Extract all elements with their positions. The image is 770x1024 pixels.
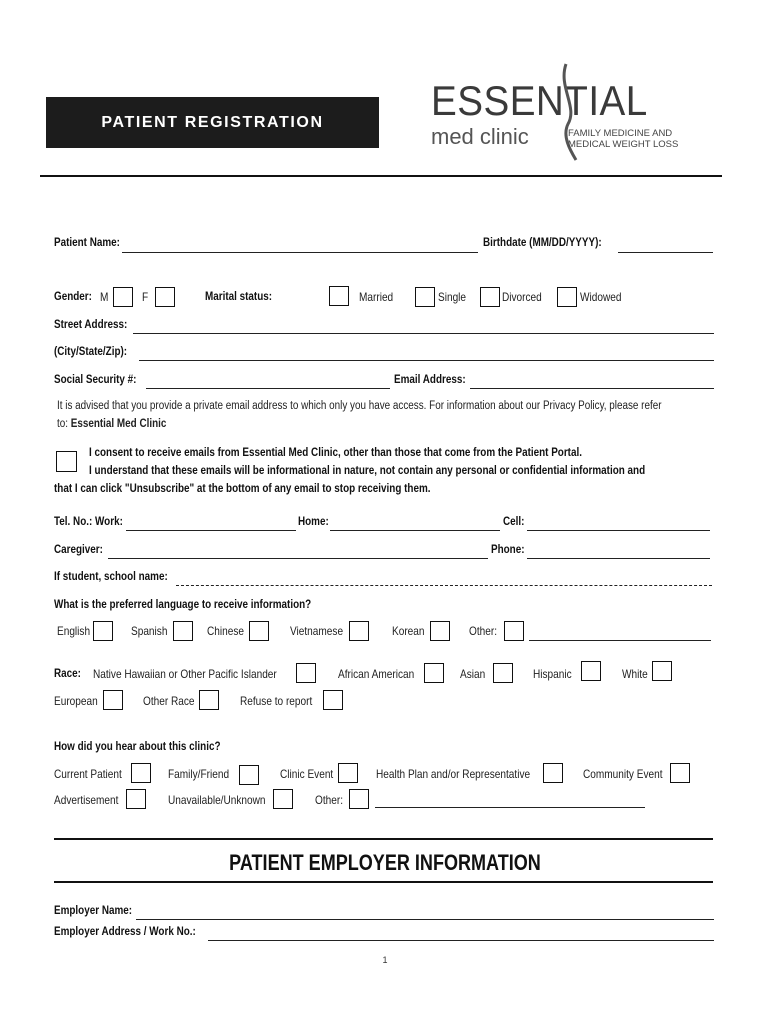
consent-line3: that I can click "Unsubscribe" at the bottom of any email to stop receiving them. <box>54 483 431 495</box>
race-label: Race: <box>54 668 81 680</box>
employer-top-rule <box>54 838 713 840</box>
lang-spanish-label: Spanish <box>131 624 168 638</box>
race-african-american-checkbox[interactable] <box>424 663 444 683</box>
race-white-checkbox[interactable] <box>652 661 672 681</box>
employer-section-title: PATIENT EMPLOYER INFORMATION <box>229 850 541 875</box>
ssn-field[interactable] <box>146 388 390 389</box>
lang-other-checkbox[interactable] <box>504 621 524 641</box>
employer-bottom-rule <box>54 881 713 883</box>
birthdate-field[interactable] <box>618 252 713 253</box>
employer-address-field[interactable] <box>208 940 714 941</box>
page-number: 1 <box>382 955 388 965</box>
race-pacific-checkbox[interactable] <box>296 663 316 683</box>
logo-tagline-1: FAMILY MEDICINE AND <box>568 128 673 139</box>
ref-health-plan-label: Health Plan and/or Representative <box>376 767 531 781</box>
race-european-label: European <box>54 694 98 708</box>
ref-current-patient-label: Current Patient <box>54 767 122 781</box>
caregiver-phone-label: Phone: <box>491 544 525 556</box>
home-phone-label: Home: <box>298 516 329 528</box>
race-asian-label: Asian <box>460 667 486 681</box>
marital-status-label: Marital status: <box>205 291 273 303</box>
ref-advertisement-checkbox[interactable] <box>126 789 146 809</box>
email-label: Email Address: <box>394 374 466 386</box>
race-hispanic-checkbox[interactable] <box>581 661 601 681</box>
lang-chinese-label: Chinese <box>207 624 244 638</box>
race-european-checkbox[interactable] <box>103 690 123 710</box>
birthdate-label: Birthdate (MM/DD/YYYY): <box>483 237 602 249</box>
tel-work-label: Tel. No.: Work: <box>54 516 123 528</box>
employer-name-field[interactable] <box>136 919 714 920</box>
ref-clinic-event-label: Clinic Event <box>280 767 334 781</box>
logo-main-text: ESSENTIAL <box>431 77 648 124</box>
consent-line2: I understand that these emails will be informational in nature, not contain any personal or confidential information and <box>89 465 646 477</box>
race-other-checkbox[interactable] <box>199 690 219 710</box>
lang-vietnamese-checkbox[interactable] <box>349 621 369 641</box>
race-asian-checkbox[interactable] <box>493 663 513 683</box>
email-advisory-clinic-name: Essential Med Clinic <box>70 418 167 430</box>
caregiver-label: Caregiver: <box>54 544 103 556</box>
street-address-label: Street Address: <box>54 319 128 331</box>
race-refuse-label: Refuse to report <box>240 694 313 708</box>
ref-unknown-label: Unavailable/Unknown <box>168 793 266 807</box>
caregiver-phone-field[interactable] <box>527 558 710 559</box>
email-advisory-line1: It is advised that you provide a private email address to which only you have access. For information about our Privacy Policy, please refer <box>57 400 662 412</box>
widowed-label: Widowed <box>580 290 622 304</box>
lang-vietnamese-label: Vietnamese <box>290 624 344 638</box>
referral-question: How did you hear about this clinic? <box>54 741 221 753</box>
language-question: What is the preferred language to receive information? <box>54 599 312 611</box>
race-white-label: White <box>622 667 648 681</box>
email-consent-checkbox[interactable] <box>56 451 77 472</box>
school-name-field[interactable] <box>176 585 712 586</box>
registration-title-bar <box>46 97 379 148</box>
ref-community-event-label: Community Event <box>583 767 663 781</box>
ref-health-plan-checkbox[interactable] <box>543 763 563 783</box>
lang-other-label: Other: <box>469 624 498 638</box>
lang-spanish-checkbox[interactable] <box>173 621 193 641</box>
lang-english-checkbox[interactable] <box>93 621 113 641</box>
ref-clinic-event-checkbox[interactable] <box>338 763 358 783</box>
consent-line1: I consent to receive emails from Essential Med Clinic, other than those that come from the Patient Portal. <box>89 447 582 459</box>
email-field[interactable] <box>470 388 714 389</box>
patient-name-label: Patient Name: <box>54 237 120 249</box>
divorced-checkbox[interactable] <box>480 287 500 307</box>
ref-family-friend-label: Family/Friend <box>168 767 230 781</box>
email-advisory-prefix: to: <box>57 418 71 430</box>
home-phone-field[interactable] <box>330 530 500 531</box>
ref-family-friend-checkbox[interactable] <box>239 765 259 785</box>
race-other-label: Other Race <box>143 694 195 708</box>
ref-community-event-checkbox[interactable] <box>670 763 690 783</box>
gender-f-checkbox[interactable] <box>155 287 175 307</box>
caregiver-field[interactable] <box>108 558 488 559</box>
city-state-zip-field[interactable] <box>139 360 714 361</box>
ref-current-patient-checkbox[interactable] <box>131 763 151 783</box>
patient-name-field[interactable] <box>122 252 478 253</box>
lang-other-field[interactable] <box>529 640 711 641</box>
gender-label: Gender: <box>54 291 92 303</box>
race-refuse-checkbox[interactable] <box>323 690 343 710</box>
lang-english-label: English <box>57 624 91 638</box>
school-name-label: If student, school name: <box>54 571 168 583</box>
race-african-american-label: African American <box>338 667 415 681</box>
ref-unknown-checkbox[interactable] <box>273 789 293 809</box>
ref-other-checkbox[interactable] <box>349 789 369 809</box>
cell-phone-label: Cell: <box>503 516 525 528</box>
married-checkbox[interactable] <box>329 286 349 306</box>
divorced-label: Divorced <box>502 290 542 304</box>
logo-tagline-2: MEDICAL WEIGHT LOSS <box>568 139 679 150</box>
employer-address-label: Employer Address / Work No.: <box>54 926 196 938</box>
gender-m-label: M <box>100 290 109 304</box>
city-state-zip-label: (City/State/Zip): <box>54 346 128 358</box>
ref-advertisement-label: Advertisement <box>54 793 119 807</box>
lang-chinese-checkbox[interactable] <box>249 621 269 641</box>
ref-other-field[interactable] <box>375 807 645 808</box>
form-title: PATIENT REGISTRATION <box>101 113 324 131</box>
race-pacific-label: Native Hawaiian or Other Pacific Islander <box>93 667 277 681</box>
employer-name-label: Employer Name: <box>54 905 133 917</box>
cell-phone-field[interactable] <box>527 530 710 531</box>
email-advisory-line2 <box>57 416 166 433</box>
single-checkbox[interactable] <box>415 287 435 307</box>
street-address-field[interactable] <box>133 333 714 334</box>
tel-work-field[interactable] <box>126 530 296 531</box>
lang-korean-label: Korean <box>392 624 425 638</box>
ssn-label: Social Security #: <box>54 374 137 386</box>
married-label: Married <box>359 290 394 304</box>
header-divider <box>40 175 722 177</box>
gender-f-label: F <box>142 290 149 304</box>
widowed-checkbox[interactable] <box>557 287 577 307</box>
gender-m-checkbox[interactable] <box>113 287 133 307</box>
race-hispanic-label: Hispanic <box>533 667 572 681</box>
ref-other-label: Other: <box>315 793 344 807</box>
lang-korean-checkbox[interactable] <box>430 621 450 641</box>
logo-sub-text: med clinic <box>431 124 529 149</box>
single-label: Single <box>438 290 467 304</box>
